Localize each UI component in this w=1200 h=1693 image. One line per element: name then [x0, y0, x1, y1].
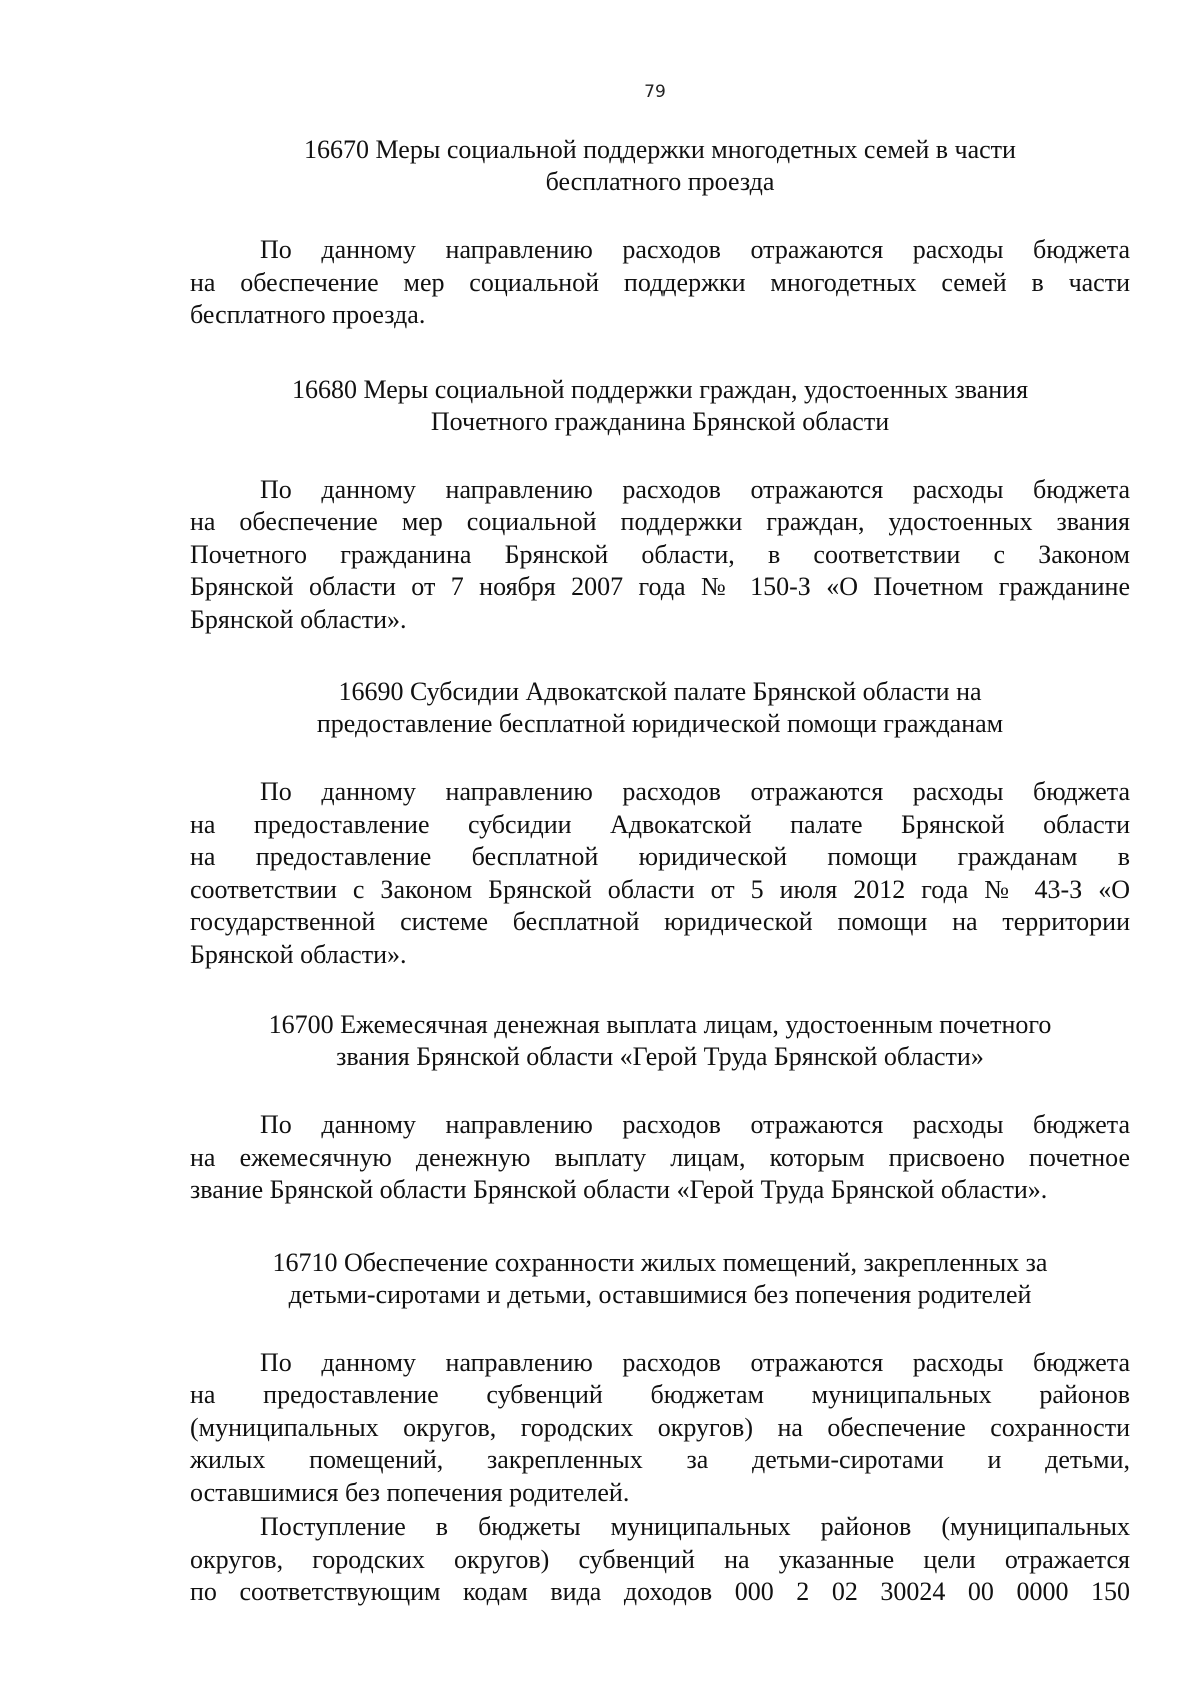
paragraph-line: По данному направлению расходов отражаются расходы бюджета — [260, 1347, 1130, 1377]
paragraph-line: Брянской области от 7 ноября 2007 года № 150-З «О Почетном гражданине — [190, 572, 1130, 601]
paragraph-line: на ежемесячную денежную выплату лицам, которым присвоено почетное — [190, 1142, 1130, 1172]
paragraph-line: По данному направлению расходов отражаются расходы бюджета — [260, 1110, 1130, 1139]
paragraph-line: соответствии с Законом Брянской области от 5 июля 2012 года № 43-З «О — [190, 874, 1130, 904]
heading-line: 16680 Меры социальной поддержки граждан, удостоенных звания — [291, 374, 1029, 404]
paragraph-line: округов, городских округов) субвенций на указанные цели отражается — [190, 1544, 1130, 1574]
paragraph-line: оставшимися без попечения родителей. — [190, 1477, 630, 1507]
section-paragraph — [190, 1511, 1130, 1609]
paragraph-line: на предоставление субвенций бюджетам муниципальных районов — [190, 1380, 1130, 1409]
paragraph-line: по соответствующим кодам вида доходов 000 2 02 30024 00 0000 150 — [190, 1577, 1130, 1606]
heading-line: 16700 Ежемесячная денежная выплата лицам, удостоенным почетного — [268, 1010, 1052, 1039]
section-heading — [190, 134, 1130, 198]
paragraph-line: на предоставление бесплатной юридической помощи гражданам в — [190, 842, 1130, 871]
section-paragraph — [190, 234, 1130, 332]
heading-line: 16710 Обеспечение сохранности жилых помещений, закрепленных за — [272, 1247, 1048, 1277]
section-paragraph — [190, 776, 1130, 971]
paragraph-line: на обеспечение мер социальной поддержки граждан, удостоенных звания — [190, 507, 1130, 536]
heading-line: Почетного гражданина Брянской области — [430, 406, 890, 436]
heading-line: 16690 Субсидии Адвокатской палате Брянской области на — [338, 677, 982, 706]
section-paragraph — [190, 1109, 1130, 1207]
section-heading — [190, 676, 1130, 740]
paragraph-line: Брянской области». — [190, 939, 407, 969]
paragraph-line: государственной системе бесплатной юридической помощи на территории — [190, 907, 1130, 936]
paragraph-line: на обеспечение мер социальной поддержки многодетных семей в части — [190, 267, 1130, 297]
paragraph-line: звание Брянской области Брянской области «Герой Труда Брянской области». — [190, 1175, 1048, 1204]
document-body — [190, 134, 1130, 1609]
paragraph-line: По данному направлению расходов отражаются расходы бюджета — [260, 235, 1130, 264]
heading-line: бесплатного проезда — [545, 167, 775, 196]
section-heading — [190, 1009, 1130, 1073]
paragraph-line: По данному направлению расходов отражаются расходы бюджета — [260, 474, 1130, 504]
paragraph-line: Брянской области». — [190, 604, 407, 634]
section-paragraph — [190, 1347, 1130, 1510]
paragraph-line: По данному направлению расходов отражаются расходы бюджета — [260, 777, 1130, 806]
paragraph-line: на предоставление субсидии Адвокатской палате Брянской области — [190, 809, 1130, 839]
page-number: 79 — [644, 82, 666, 102]
heading-line: детьми-сиротами и детьми, оставшимися без попечения родителей — [288, 1279, 1032, 1309]
paragraph-line: жилых помещений, закрепленных за детьми-сиротами и детьми, — [190, 1445, 1130, 1474]
paragraph-line: Почетного гражданина Брянской области, в соответствии с Законом — [190, 539, 1130, 569]
section-heading — [190, 1247, 1130, 1311]
paragraph-line: бесплатного проезда. — [190, 300, 426, 329]
paragraph-line: (муниципальных округов, городских округов) на обеспечение сохранности — [190, 1412, 1130, 1442]
paragraph-line: Поступление в бюджеты муниципальных районов (муниципальных — [260, 1512, 1130, 1541]
section-paragraph — [190, 474, 1130, 637]
section-heading — [190, 374, 1130, 438]
heading-line: звания Брянской области «Герой Труда Брянской области» — [336, 1042, 984, 1071]
heading-line: 16670 Меры социальной поддержки многодетных семей в части — [304, 135, 1016, 164]
heading-line: предоставление бесплатной юридической помощи гражданам — [316, 709, 1004, 738]
